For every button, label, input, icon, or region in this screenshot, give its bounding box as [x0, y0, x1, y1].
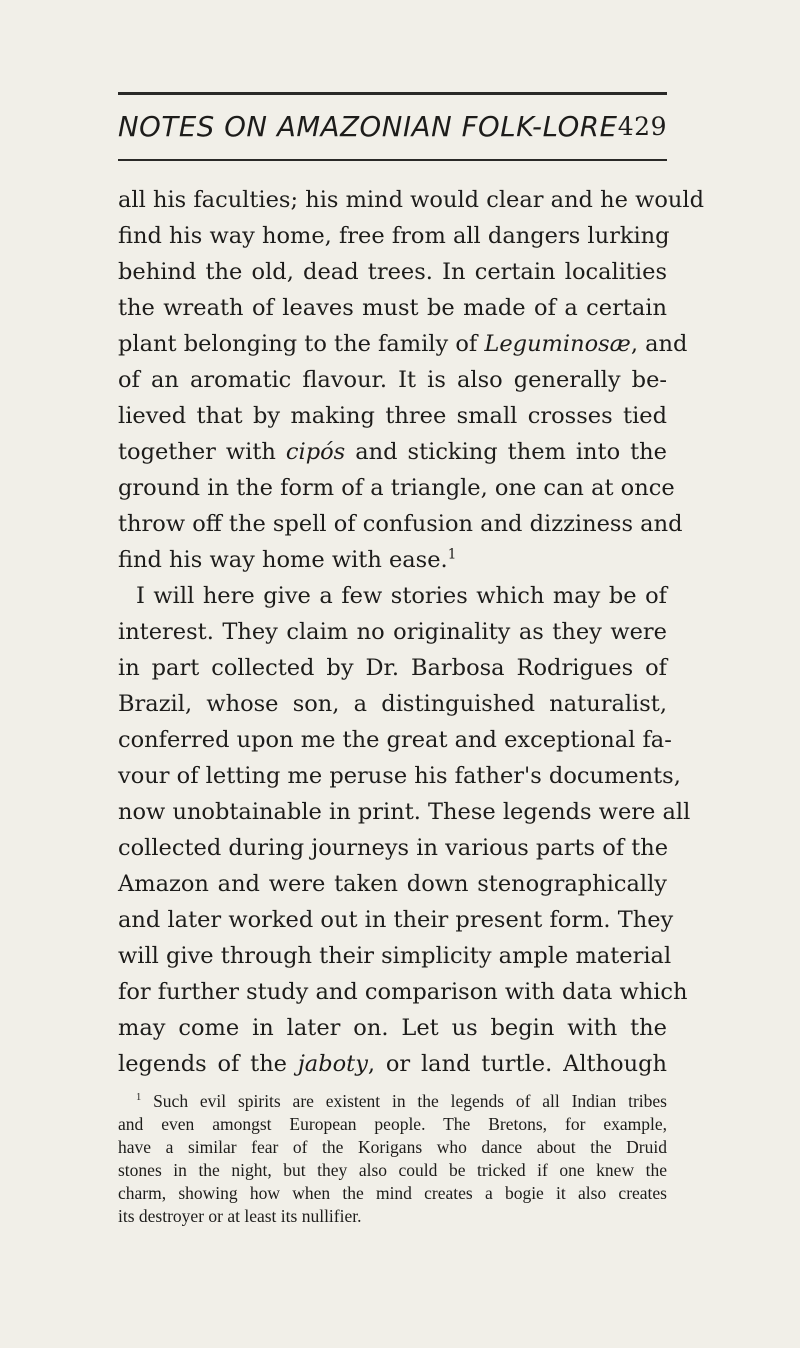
header-rule-bottom	[118, 159, 667, 161]
body-line: legends of the jaboty, or land turtle. Although	[118, 1051, 667, 1077]
body-line: together with cipós and sticking them into the	[118, 439, 667, 465]
body-line: all his faculties; his mind would clear and he would	[118, 187, 704, 213]
header-rule-top	[118, 92, 667, 95]
body-line: lieved that by making three small crosses tied	[118, 403, 667, 429]
body-line: find his way home with ease.$^1$	[118, 546, 457, 573]
running-head-title: NOTES ON AMAZONIAN FOLK-LORE	[118, 111, 618, 143]
body-line: behind the old, dead trees. In certain localities	[118, 259, 667, 285]
page-number: 429	[617, 112, 667, 141]
body-line: throw off the spell of confusion and dizziness and	[118, 511, 683, 537]
body-line: in part collected by Dr. Barbosa Rodrigues of	[118, 655, 667, 681]
body-line: plant belonging to the family of Leguminosæ, and	[118, 331, 688, 357]
body-line: Amazon and were taken down stenographically	[118, 871, 667, 897]
body-line: vour of letting me peruse his father's documents,	[118, 763, 681, 789]
body-line: Brazil, whose son, a distinguished naturalist,	[118, 691, 667, 717]
body-line: interest. They claim no originality as they were	[118, 619, 667, 645]
running-head	[118, 104, 667, 150]
body-line: will give through their simplicity ample material	[118, 943, 672, 969]
body-line: find his way home, free from all dangers lurking	[118, 223, 670, 249]
body-line: ground in the form of a triangle, one can at once	[118, 475, 675, 501]
footnote-line: and even amongst European people. The Bretons, for example,	[118, 1114, 667, 1134]
body-line: for further study and comparison with data which	[118, 979, 688, 1005]
footnote-line: stones in the night, but they also could be tricked if one knew the	[118, 1160, 667, 1180]
body-line: and later worked out in their present form. They	[118, 907, 674, 933]
body-line: now unobtainable in print. These legends were all	[118, 799, 691, 825]
body-line: may come in later on. Let us begin with the	[118, 1015, 667, 1041]
footnote-line: $^1$ Such evil spirits are existent in the legends of all Indian tribes	[136, 1091, 667, 1111]
body-line: conferred upon me the great and exceptional fa-	[118, 727, 672, 753]
body-line: of an aromatic flavour. It is also generally be-	[118, 367, 667, 393]
body-line: collected during journeys in various parts of the	[118, 835, 669, 861]
footnote-line: charm, showing how when the mind creates a bogie it also creates	[118, 1183, 667, 1203]
footnote-line: its destroyer or at least its nullifier.	[118, 1206, 362, 1226]
body-line: I will here give a few stories which may be of	[136, 583, 667, 609]
body-line: the wreath of leaves must be made of a certain	[118, 295, 667, 321]
footnote-line: have a similar fear of the Korigans who dance about the Druid	[118, 1137, 667, 1157]
